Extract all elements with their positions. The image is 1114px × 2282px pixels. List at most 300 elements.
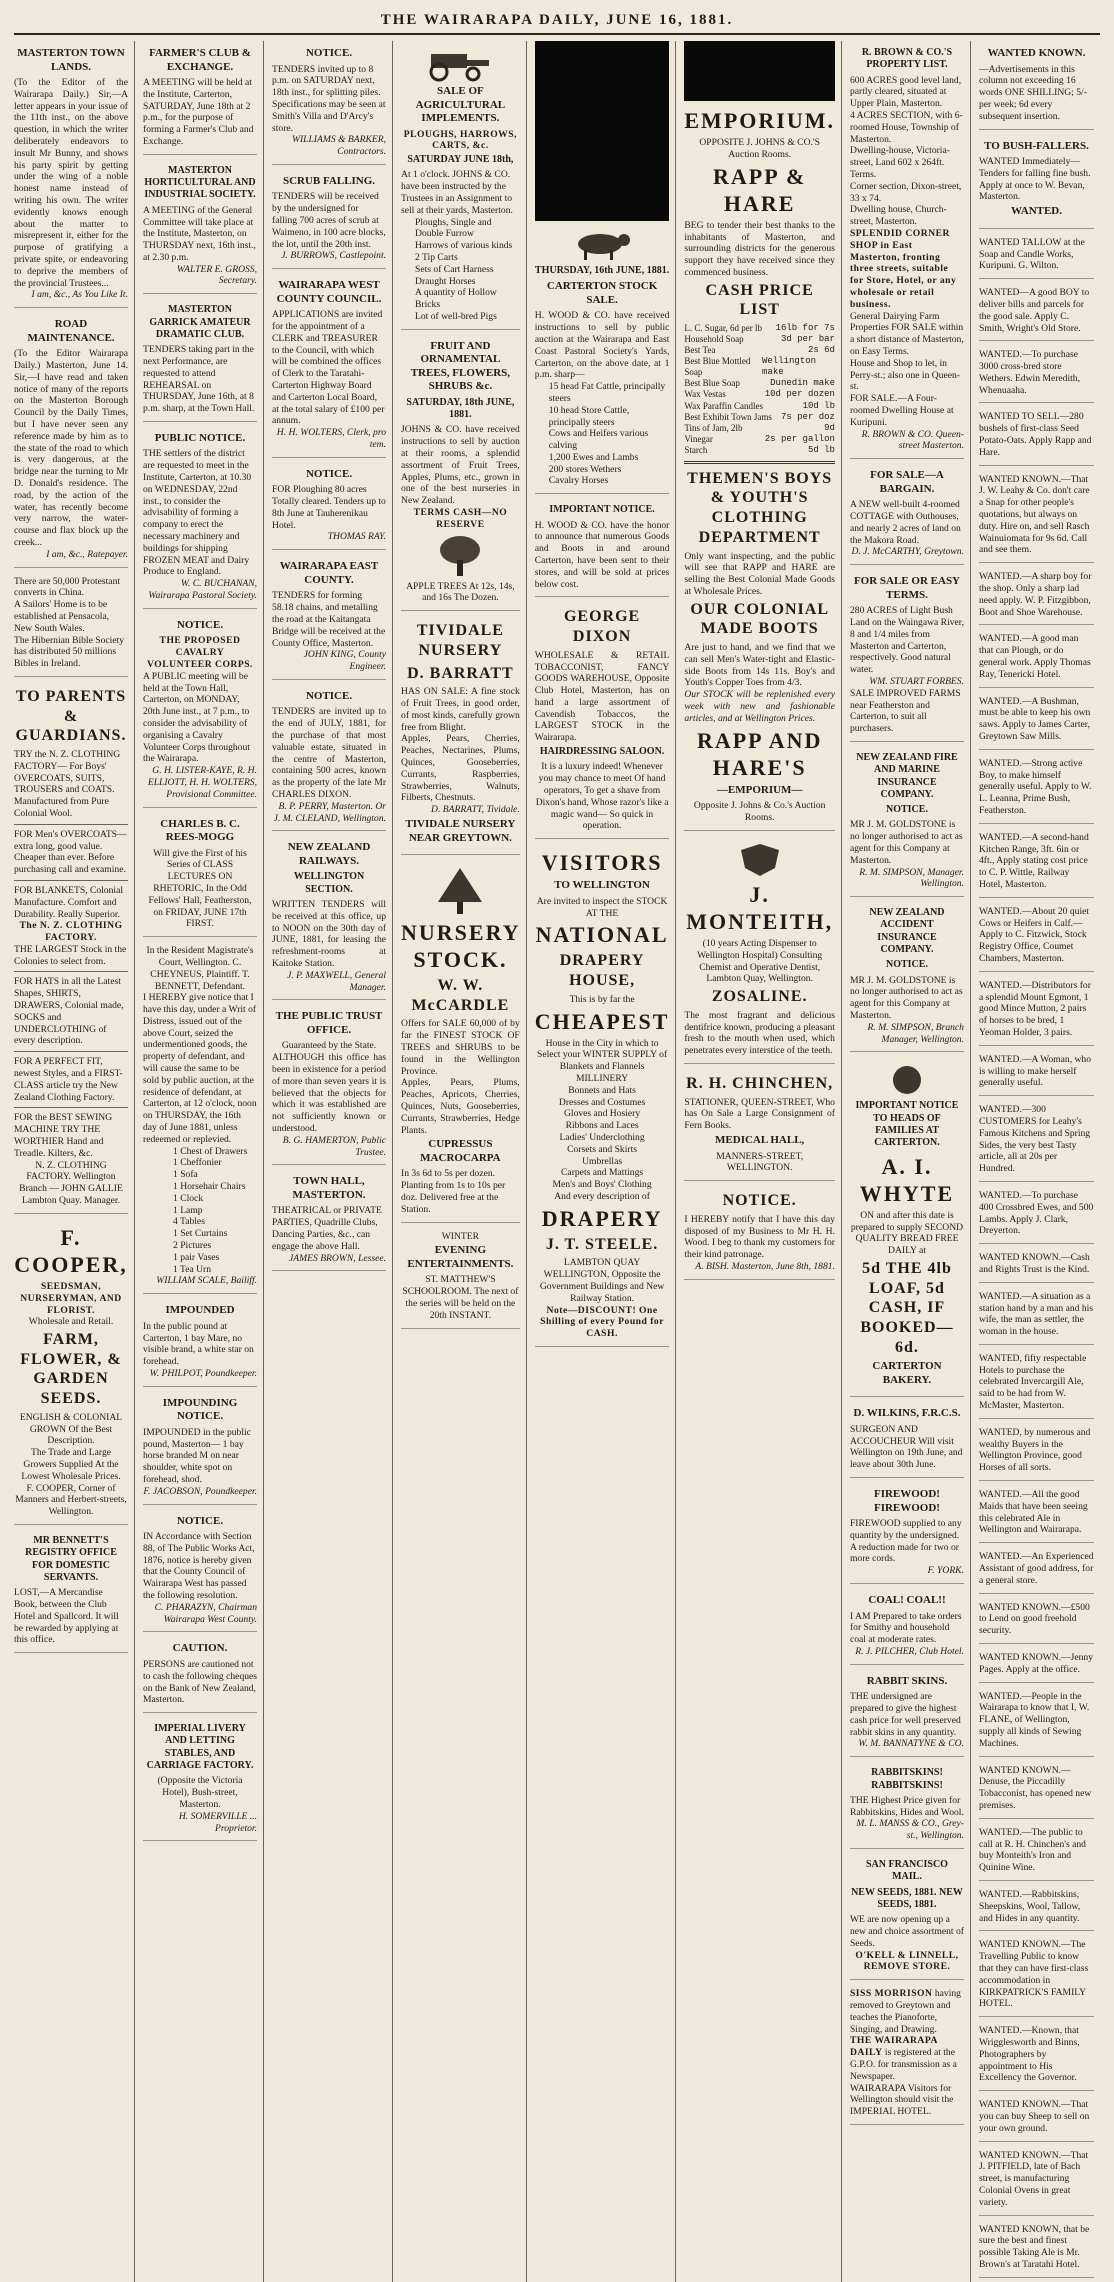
signature: D. J. McCARTHY, Greytown.	[851, 546, 964, 558]
signature: A. BISH. Masterton, June 8th, 1881.	[695, 1260, 835, 1272]
george-dixon-ad	[535, 601, 670, 839]
list-item: 1 Chest of Drawers	[173, 1145, 248, 1157]
heading: FOR SALE—A BARGAIN.	[870, 469, 944, 495]
ad-line: LOST,—A Mercandise Book, between the Club Hotel and Spallcord. It will be rewarded by applying at this office.	[14, 1587, 119, 1646]
price-row: Wax Vestas 10d per dozen	[684, 389, 835, 400]
court-line: In the Resident Magistrate's Court, Wellington. C. CHEYNEUS, Plaintiff. T. BENNETT, Defendant.	[146, 945, 254, 992]
ad-body: H. WOOD & CO. have received instructions to sell by public auction at the Wairarapa and East Coast Pastoral Society's Yards, Carterton, on the above date, at 1 p.m. sharp—	[534, 310, 670, 381]
list-item: Gloves and Hosiery	[563, 1108, 641, 1120]
heading: CHARLES B. C. REES-MOGG	[160, 817, 240, 844]
address: F. COOPER, Corner of Manners and Herbert-streets, Wellington.	[15, 1482, 127, 1518]
redacted-block	[535, 41, 670, 221]
property-item: 600 ACRES good level land, partly cleared, situated at Upper Plain, Masterton.	[849, 74, 962, 110]
ad-body: A MEETING of the General Committee will take place at the Institute, Masterton, on THURSDAY next, 16th inst., at 2.30 p.m.	[143, 204, 256, 263]
signature: J. P. MAXWELL, General Manager.	[287, 969, 387, 993]
price-row: L. C. Sugar, 6d per lb 16lb for 7s	[684, 323, 835, 334]
list-item: Lot of well-bred Pigs	[415, 311, 497, 322]
wanted-item: WANTED, by numerous and wealthy Buyers in the Wellington Province, good Horses of all sorts.	[979, 1423, 1094, 1481]
ad-line: FOR BLANKETS, Colonial Manufacture. Comfort and Durability. Really Superior.	[14, 884, 124, 920]
price-row: Tins of Jam, 2lb 9d	[684, 422, 835, 433]
farmers-club-ad	[143, 41, 257, 155]
list-item: 200 stores Wethers	[548, 463, 622, 475]
signature: JAMES BROWN, Lessee.	[289, 1252, 387, 1264]
heading: RABBITSKINS! RABBITSKINS!	[871, 1767, 943, 1791]
property-item: Corner section, Dixon-street, 33 x 74.	[849, 180, 962, 204]
coal-ad	[850, 1588, 964, 1665]
important-notice-ad	[535, 498, 670, 597]
heading: IMPOUNDED	[165, 1304, 235, 1317]
list-item: 1,200 Ewes and Lambs	[548, 451, 639, 463]
heading: NOTICE.	[305, 467, 353, 480]
heading: IMPORTANT NOTICE.	[549, 504, 655, 516]
heading: IMPERIAL LIVERY AND LETTING STABLES, AND CARRIAGE FACTORY.	[146, 1723, 254, 1772]
list-item: 4 Tables	[173, 1216, 205, 1228]
ad-body: TENDERS invited up to 8 p.m. on SATURDAY next, 18th inst., for splitting piles. Specifications may be seen at Smith's Villa and D'Arcy's store.	[272, 63, 386, 134]
list-item: Umbrellas	[582, 1155, 623, 1167]
ad-body: MR J. M. GOLDSTONE is no longer authorised to act as agent for this Company at Masterton.	[849, 974, 963, 1022]
signature: F. JACOBSON, Poundkeeper.	[143, 1485, 258, 1497]
column-3	[272, 41, 393, 2282]
signature: D. BARRATT, Tividale.	[431, 804, 520, 816]
cooper-seeds-ad	[14, 1218, 128, 1525]
ad-body: Apples, Pears, Cherries, Peaches, Nectarines, Plums, Quinces, Gooseberries, Currants, Raspberries, Strawberries, Walnuts, Filberts, Chestnuts.	[401, 733, 520, 804]
goods-list	[143, 1146, 257, 1276]
seeds-ad	[850, 1853, 964, 1980]
list-item: Ribbons and Laces	[565, 1120, 639, 1132]
signature: H. H. WOLTERS, Clerk, pro tem.	[276, 427, 387, 450]
column-4	[401, 41, 527, 2282]
signature: WILLIAMS & BARKER, Contractors.	[291, 134, 387, 158]
list-item: Cows and Heifers various calving	[548, 428, 649, 452]
heading: NOTICE.	[176, 618, 224, 631]
terms: TERMS CASH—NO RESERVE	[413, 507, 508, 530]
impounded-ad	[143, 1298, 257, 1387]
ad-body: TENDERS will be received by the undersigned for falling 700 acres of scrub at Waimeno, in 100 acre blocks, the lot, until the 20th inst.	[272, 191, 386, 250]
ad-body: In 3s 6d to 5s per dozen. Planting from 1s to 10s per doz. Delivered free at the Station.	[401, 1168, 506, 1215]
ad-line: SEEDSMAN, NURSERYMAN, AND FLORIST.	[20, 1280, 122, 1316]
scrub-falling-ad	[272, 169, 386, 269]
heading: J. MONTEITH,	[686, 881, 834, 934]
heading: FIREWOOD! FIREWOOD!	[873, 1488, 940, 1514]
wanted-item: WANTED.—The public to call at R. H. Chinchen's and buy Monteith's Iron and Quinine Wine.	[979, 1823, 1094, 1881]
signature: WILLIAM SCALE, Bailiff.	[156, 1275, 258, 1287]
zosaline-heading: ZOSALINE.	[711, 988, 808, 1006]
letter-town-lands	[14, 41, 128, 308]
ad-body: APPLICATIONS are invited for the appointment of a CLERK and TREASURER to the Council, with which will be combined the offices of Clerk to the Taratahi-Carterton Highway Board and Carterton Local Board, at the total salary of £100 per annum.	[272, 309, 385, 427]
cheapest: CHEAPEST	[534, 1008, 670, 1034]
ad-body: WANTED Immediately—Tenders for falling fine bush. Apply at once to W. Bevan, Masterton.	[978, 156, 1091, 203]
subheading: FARM, FLOWER, & GARDEN SEEDS.	[20, 1331, 122, 1408]
bush-fallers-ad	[979, 134, 1094, 229]
heading: THE PUBLIC TRUST OFFICE.	[275, 1010, 383, 1036]
east-county-ad	[272, 554, 386, 680]
signature: R. BROWN & CO. Queen-street Masterton.	[861, 428, 964, 452]
ad-body: HAS ON SALE: A fine stock of Fruit Trees, in good order, of most kinds, carefully grown free from Blight.	[401, 686, 520, 733]
ad-body: THE undersigned are prepared to give the highest cash price for well preserved rabbit skins in any quantity.	[849, 1691, 961, 1738]
signature: M. L. MANSS & CO., Grey-st., Wellington.	[856, 1818, 964, 1842]
ad-body: ST. MATTHEW'S SCHOOLROOM. The next of the series will be held on the 20th INSTANT.	[402, 1274, 519, 1321]
wanted-known-header	[979, 41, 1094, 130]
wanted-item: WANTED—A good BOY to deliver bills and parcels for the good sale. Apply C. Smith, Wright's Old Store.	[979, 283, 1094, 341]
subheading: THE PROPOSED CAVALRY VOLUNTEER CORPS.	[147, 635, 253, 670]
list-item: Ploughs, Single and Double Furrow	[415, 216, 492, 240]
wanted-item: WANTED.—People in the Wairarapa to know that I, W. FLANE, of Wellington, supply all kinds of Sewing Machines.	[979, 1687, 1094, 1757]
chinchen-stationer-ad	[684, 1068, 835, 1181]
tree-engraving-icon	[432, 866, 488, 916]
column-6	[684, 41, 842, 2282]
evening-entertainments-ad	[401, 1227, 520, 1329]
ad-line: This is by far the	[569, 993, 635, 1005]
list-item: MILLINERY	[575, 1072, 629, 1084]
list-item: 1 Clock	[173, 1192, 204, 1204]
verse: It is a luxury indeed! Whenever you may chance to meet Of hand operators, To get a shave from Dixon's hand, Whose razor's like a magic wand— So quick in operation.	[535, 761, 669, 832]
list-item: 2 Tip Carts	[415, 252, 458, 264]
public-notice-ad	[143, 426, 257, 609]
heading: SALE OF AGRICULTURAL IMPLEMENTS.	[415, 85, 506, 125]
fire-marine-insurance-ad	[850, 746, 964, 897]
signature: O'KELL & LINNELL, REMOVE STORE.	[855, 1949, 959, 1973]
columns	[14, 41, 1100, 2270]
ad-body: BEG to tender their best thanks to the inhabitants of Masterton, and surrounding districts for the generous support they have received since they commenced business.	[684, 219, 835, 278]
column-8	[979, 41, 1100, 2282]
monteith-chemist-ad	[684, 835, 835, 1064]
list-item: Corsets and Skirts	[567, 1143, 637, 1155]
medical-hall: MEDICAL HALL,	[715, 1134, 805, 1147]
discount-note: Note—DISCOUNT! One Shilling of every Pound for CASH.	[540, 1304, 664, 1340]
ad-body: ON and after this date is prepared to supply SECOND QUALITY BREAD FREE DAILY at	[850, 1209, 964, 1257]
wanted-item: WANTED.—A situation as a station hand by a man and his wife, the man as settler, the woman in the house.	[979, 1287, 1094, 1345]
wanted-item: WANTED.—To purchase 3000 cross-bred store Wethers. Edwin Meredith, Whenuaaha.	[979, 345, 1094, 403]
signature: I am, &c., As You Like It.	[31, 289, 128, 301]
wanted-item: WANTED TO SELL—280 bushels of first-class Seed Potato-Oats. Apply Rapp and Hare.	[979, 407, 1094, 465]
wanted-item: WANTED.—To purchase 400 Crossbred Ewes, and 500 Lambs. Apply J. Clark, Dreyerton.	[979, 1186, 1094, 1244]
ad-line: And every description of	[554, 1190, 650, 1202]
heading: FARMER'S CLUB & EXCHANGE.	[149, 47, 251, 73]
heading: CAUTION.	[172, 1642, 228, 1655]
property-item: 4 ACRES SECTION, with 6-roomed House, Township of Masterton.	[849, 109, 963, 145]
heading: SAN FRANCISCO MAIL.	[866, 1859, 948, 1883]
wanted-item: WANTED.—A second-hand Kitchen Range, 3ft. 6in or 4ft., Apply stating cost price to C. P. Wittle, Railway Hotel, Masterton.	[979, 828, 1094, 898]
wanted-item: WANTED KNOWN.—The Travelling Public to know that they can have first-class accommodation in KIRKPATRICK'S FAMILY HOTEL.	[979, 1935, 1094, 2017]
list-item: 15 head Fat Cattle, principally steers	[548, 381, 666, 404]
heading: D. WILKINS, F.R.C.S.	[853, 1407, 961, 1420]
heading: F. COOPER,	[14, 1224, 128, 1277]
ad-body: A NEW well-built 4-roomed COTTAGE with Outhouses, and nearly 2 acres of land on the Makora Road.	[849, 499, 961, 546]
ad-line: ENGLISH & COLONIAL GROWN Of the Best Description.	[19, 1411, 123, 1447]
column-1	[14, 41, 135, 2282]
list-item: Carpets and Mattings	[561, 1167, 644, 1179]
business-notice-ad	[684, 1185, 835, 1280]
list-item: 1 Tea Urn	[173, 1263, 212, 1275]
cattle-engraving-icon	[570, 228, 634, 262]
livery-stables-ad	[143, 1717, 257, 1841]
heading: TIVIDALE NURSERY	[416, 622, 504, 659]
notice: WAIRARAPA Visitors for Wellington should visit the IMPERIAL HOTEL.	[849, 2082, 954, 2118]
redacted-block	[684, 41, 835, 101]
ad-body: The most fragrant and delicious dentifrice known, producing a pleasant fresh to the mouth when used, which penetrates every interstice of the teeth.	[684, 1009, 835, 1057]
list-item: Cavalry Horses	[548, 475, 609, 487]
wanted-item: WANTED.—Rabbitskins, Sheepskins, Wool, Tallow, and Hides in any quantity.	[979, 1885, 1094, 1931]
column-7	[850, 41, 971, 2282]
ad-body: TENDERS for forming 58.18 chains, and metalling the road at the Kaitangata Bridge will be received at the County Office, Masterton.	[272, 590, 386, 649]
signature: B. P. PERRY, Masterton. Or J. M. CLELAND, Wellington.	[273, 800, 387, 824]
accident-insurance-ad	[850, 901, 964, 1052]
impounding-notice-ad	[143, 1391, 257, 1505]
wanted-item: WANTED.—A good man that can Plough, or do general work. Apply Thomas Ray, Tenericki Hotel.	[979, 629, 1094, 687]
heading: MASTERTON HORTICULTURAL AND INDUSTRIAL SOCIETY.	[144, 164, 256, 201]
ad-body: I HEREBY give notice that I have this day, under a Writ of Distress, issued out of the above Court, seized the undermentioned goods, the property of defendant, and will cause the same to be sold by public auction, at the residence of defendant, at Carterton, at 12 o'clock, noon on THURSDAY, the 16th day of June 1881, unless redeemed or replevied.	[143, 992, 257, 1145]
subheading: NEW SEEDS, 1881. NEW SEEDS, 1881.	[851, 1886, 963, 1910]
subheading: CUPRESSUS MACROCARPA	[420, 1138, 501, 1164]
ad-body: MR J. M. GOLDSTONE is no longer authorised to act as agent for this Company at Masterton.	[849, 819, 963, 866]
price-list-heading: CASH PRICE LIST	[705, 281, 814, 319]
sale-date: SATURDAY JUNE 18th,	[407, 154, 514, 166]
ad-body: A PUBLIC meeting will be held at the Town Hall, Carterton, on MONDAY, 20th June inst., at 7 p.m., to consider the advisability of organising a Cavalry Volunteer Corps throughout the Wairarapa.	[143, 670, 250, 765]
wanted-item: WANTED KNOWN.—Jenny Pages. Apply at the office.	[979, 1648, 1094, 1683]
heading: TO PARENTS & GUARDIANS.	[15, 687, 127, 745]
owner-name: W. W. McCARDLE	[411, 977, 510, 1014]
heading: IMPORTANT NOTICE TO HEADS OF FAMILIES AT CARTERTON.	[855, 1100, 959, 1149]
list-item: 1 Lamp	[173, 1204, 203, 1216]
list-item: 2 Pictures	[173, 1240, 212, 1252]
signature: H. SOMERVILLE ... Proprietor.	[178, 1810, 258, 1834]
wanted-item: WANTED.—Known, that Wrigglesworth and Binns, Photographers by appointment to His Excellency the Governor.	[979, 2021, 1094, 2091]
list-item: Blankets and Flannels	[559, 1061, 645, 1073]
ad-body: THE settlers of the district are requested to meet in the Institute, Carterton, at 10.30 on WEDNESDAY, 22nd inst., to consider the advisability of forming a company to erect the necessary machinery and buildings for shipping FROZEN MEAT and Dairy Produce to England.	[143, 448, 252, 578]
store-name-2: DRAPERY HOUSE,	[559, 952, 645, 990]
heading: MASTERTON GARRICK AMATEUR DRAMATIC CLUB.	[149, 304, 251, 340]
price-list	[684, 323, 835, 456]
wanted-item: WANTED.—A Woman, who is willing to make herself generally useful.	[979, 1050, 1094, 1096]
heading: NOTICE.	[722, 1192, 797, 1210]
drapery: DRAPERY	[541, 1205, 663, 1231]
heading: ROAD MAINTENANCE.	[27, 318, 115, 344]
ad-body: SALE IMPROVED FARMS near Featherston and Carterton, to suit all purchasers.	[849, 687, 961, 735]
store-name: RAPP & HARE	[713, 163, 807, 216]
ad-body: Our STOCK will be replenished every week with new and fashionable articles, and at Wellington Prices.	[684, 689, 835, 724]
fruit-trees-sale-ad	[401, 334, 520, 611]
heading: NOTICE.	[176, 1514, 224, 1527]
store-name-footer: RAPP AND HARE'S	[696, 727, 823, 780]
ad-body: ALTHOUGH this office has been in existence for a period of more than seven years it is believed that the objects for which it was established are not sufficiently known or understood.	[272, 1052, 387, 1134]
wanted-list	[979, 233, 1094, 2278]
misc-notices	[850, 1984, 964, 2125]
list-item: 1 Set Curtains	[173, 1228, 228, 1240]
list-item: A quantity of Hollow Bricks	[415, 287, 497, 311]
rapp-hare-emporium-ad	[684, 101, 835, 831]
loaf-price: 5d THE 4lb LOAF, 5d CASH, IF BOOKED—6d.	[860, 1259, 954, 1356]
carterton-stock-sale-ad	[535, 221, 670, 494]
town-hall-ad	[272, 1169, 386, 1271]
subheading: PLOUGHS, HARROWS, CARTS, &c.	[403, 128, 518, 152]
wanted-item: WANTED KNOWN.—£500 to Lend on good freehold security.	[979, 1598, 1094, 1644]
apple-price: APPLE TREES At 12s, 14s, and 16s The Dozen.	[406, 580, 515, 604]
whyte-bakery-ad	[850, 1056, 964, 1397]
bakery-name: CARTERTON BAKERY.	[872, 1360, 942, 1386]
dramatic-club-ad	[143, 298, 257, 422]
ad-body: JOHNS & CO. have received instructions to sell by auction at their rooms, a splendid assortment of Fruit Trees, Apples, Plums, etc., grown in one of the best nurseries in New Zealand.	[401, 424, 520, 507]
masthead: THE WAIRARAPA DAILY, JUNE 16, 1881.	[14, 12, 1100, 35]
baker-name: A. I. WHYTE	[859, 1153, 955, 1206]
price-row: Best Exhibit Town Jams 7s per doz	[684, 411, 835, 422]
wanted-item: WANTED.—A sharp boy for the shop. Only a sharp lad need apply. W. P. Fitzgibbon, Boot and Shoe Warehouse.	[979, 567, 1094, 625]
signature: WM. STUART FORBES.	[869, 675, 964, 687]
ad-body: THEATRICAL or PRIVATE PARTIES, Quadrille Clubs, Dancing Parties, &c., can engage the above Hall.	[272, 1205, 382, 1252]
signature: WALTER E. GROSS, Secretary.	[176, 263, 258, 287]
owner-name: D. BARRATT	[407, 664, 514, 682]
wanted-item: WANTED TALLOW at the Soap and Candle Works, Kuripuni. G. Wilton.	[979, 233, 1094, 279]
signature: R. M. SIMPSON, Manager. Wellington.	[859, 866, 964, 890]
wanted-item: WANTED KNOWN, that be sure the best and finest possible Taking Ale is Mr. Brown's at Taratahi Hotel.	[979, 2220, 1094, 2278]
wanted-item: WANTED.—An Experienced Assistant of good address, for a general store.	[979, 1547, 1094, 1593]
notice: SISS MORRISON having removed to Greytown and teaches the Pianoforte, Singing, and Drawing.	[849, 1988, 961, 2035]
ad-body: I AM Prepared to take orders for Smithy and household coal at moderate rates.	[849, 1610, 962, 1646]
public-trust-ad	[272, 1004, 386, 1165]
proprietor: J. T. STEELE.	[545, 1235, 659, 1253]
news-notes	[14, 572, 128, 677]
notice: NOTICE.	[886, 959, 928, 971]
heading: WANTED KNOWN.	[987, 47, 1086, 59]
address: MANNERS-STREET, WELLINGTON.	[716, 1150, 804, 1174]
clothing-heading: THEMEN'S BOYS & YOUTH'S CLOTHING DEPARTMENT	[687, 469, 833, 546]
signature: W. M. BANNATYNE & CO.	[858, 1738, 964, 1750]
letter-body: (To the Editor of the Wairarapa Daily.) Sir,—A letter appears in your issue of the 11th inst., on the above question, in which the writer deliberately endeavors to insult Mr Bunny, and shows his party spirit by getting under the wing of a noble honest name instead of writing his own. The writer evidently knows enough about the matter to misrepresent it, either for the purpose of gratifying a private spite, or endeavoring to deprive the members of the provincial Trustees...	[14, 77, 128, 289]
wanted-item: WANTED KNOWN.—That J. PITFIELD, late of Bach street, is manufacturing Colonial Ovens in great variety.	[979, 2146, 1094, 2216]
ad-line: FOR the BEST SEWING MACHINE TRY THE WORTHIER Hand and Treadle. Kilters, &c.	[14, 1112, 113, 1159]
list-item: 1 pair Vases	[173, 1251, 220, 1263]
footer-heading: TIVIDALE NURSERY NEAR GREYTOWN.	[405, 818, 516, 844]
price-row: Best Blue Mottled Soap Wellington make	[684, 356, 817, 378]
address: Opposite J. Johns & Co.'s Auction Rooms.	[693, 800, 826, 824]
price-row: Best Blue Soap Dunedin make	[684, 378, 835, 389]
ad-body: (Opposite the Victoria Hotel), Bush-street, Masterton.	[157, 1775, 243, 1810]
property-item: General Dairying Farm Properties FOR SALE within a short distance of Masterton, on Easy Terms.	[849, 310, 964, 357]
heading: NEW ZEALAND FIRE AND MARINE INSURANCE COMPANY.	[856, 751, 958, 800]
coat-of-arms-icon	[735, 842, 785, 878]
county-council-ad	[272, 273, 386, 458]
list-item: Dresses and Costumes	[558, 1096, 646, 1108]
wanted-item: WANTED.—Distributors for a splendid Mount Egmont, 1 good Mince Mutton, 2 pairs of horses to be bred, 1 Yeoman Holder, 3 pairs.	[979, 976, 1094, 1046]
signature: B. G. HAMERTON, Public Trustee.	[282, 1134, 387, 1158]
price-row: Starch 5d lb	[684, 444, 835, 455]
firewood-ad	[850, 1482, 964, 1584]
ad-body: FIREWOOD supplied to any quantity by the undersigned. A reduction made for two or more cords.	[849, 1518, 962, 1565]
ad-line: FOR Men's OVERCOATS—extra long, good value. Cheaper than ever. Before purchasing call and examine.	[14, 828, 127, 876]
ad-body: WRITTEN TENDERS will be received at this office, up to NOON on the 30th day of JUNE, 1881, for leasing the refreshment-rooms at Kaitoke Station.	[272, 899, 387, 969]
price-row: Best Tea 2s 6d	[684, 345, 835, 356]
heading: WAIRARAPA EAST COUNTY.	[279, 560, 379, 586]
property-item: SPLENDID CORNER SHOP in East Masterton, fronting three streets, suitable for Store, Hotel, or any wholesale or retail business.	[849, 227, 957, 310]
implements-sale-ad	[401, 41, 520, 330]
signature: R. M. SIMPSON, Branch Manager, Wellington.	[867, 1021, 964, 1045]
heading: MR BENNETT'S REGISTRY OFFICE FOR DOMESTIC SERVANTS.	[25, 1534, 117, 1583]
list-item: Harrows of various kinds	[415, 240, 513, 252]
list-item: 10 head Store Cattle, principally steers	[548, 404, 630, 428]
list-item: Sets of Cart Harness	[415, 263, 494, 275]
heading: NOTICE.	[305, 47, 353, 59]
ad-body: Offers for SALE 60,000 of by far the FINEST STOCK OF TREES and SHRUBS to be found in the Wellington Province.	[401, 1018, 520, 1077]
ad-body: STATIONER, QUEEN-STREET, Who has On Sale a Large Consignment of Fern Books.	[684, 1096, 835, 1132]
ad-line: THE LARGEST Stock in the Colonies to select from.	[14, 943, 127, 967]
note: A Sailors' Home is to be established at Pensacola, New South Wales.	[14, 599, 110, 634]
ad-body: Apples, Pears, Plums, Peaches, Apricots, Cherries, Quinces, Nuts, Gooseberries, Currants, Strawberries, Hedge Plants.	[401, 1077, 520, 1136]
ad-body: WHOLESALE & RETAIL TOBACCONIST, FANCY GOODS WAREHOUSE, Opposite Club Hotel, Masterton, has on hand a large assortment of Cavendish Tobaccos, the LARGEST STOCK in the Wairarapa.	[534, 649, 670, 744]
property-item: FOR SALE.—A Four-roomed Dwelling House at Kuripuni.	[849, 393, 954, 428]
ad-body: In the public pound at Carterton, 1 bay Mare, no visible brand, a white star on forehead.	[143, 1320, 254, 1368]
list-item: 1 Sofa	[173, 1169, 198, 1181]
ad-body: —Advertisements in this column not exceeding 16 words ONE SHILLING; 5/- per week; 6d every subsequent insertion.	[978, 63, 1087, 122]
heading: EMPORIUM.	[684, 108, 835, 133]
heading: RABBIT SKINS.	[866, 1674, 948, 1687]
wanted-item: WANTED.—Strong active Boy, to make himself generally useful. Apply to W. L. Leanna, Prime Bush, Featherston.	[979, 754, 1094, 824]
bargain-sale-ad	[850, 463, 964, 565]
rabbit-skins-ad	[850, 1669, 964, 1758]
heading: GEORGE DIXON	[563, 608, 641, 646]
heading: NOTICE.	[305, 689, 353, 702]
ad-line: FOR A PERFECT FIT, newest Styles, and a FIRST-CLASS article try the New Zealand Clothing Factory.	[14, 1056, 123, 1103]
ad-body: H. WOOD & CO. have the honor to announce that numerous Goods and Boots in and around Carterton, have been sent to their stores, and will be sold at prices below cost.	[534, 519, 670, 590]
ad-body: IN Accordance with Section 88, of The Public Works Act, 1876, notice is hereby given that the County Council of Wairarapa West has passed the following resolution.	[143, 1531, 255, 1602]
ad-body: Are just to hand, and we find that we can sell Men's Water-tight and Elastic-side Boots from 14s 11s. Boy's and Youth's Copper Toes from 4/3.	[684, 642, 835, 689]
list-item: Bonnets and Hats	[568, 1084, 636, 1096]
note: There are 50,000 Protestant converts in China.	[14, 575, 121, 599]
store-name: NATIONAL	[535, 922, 669, 948]
ad-line: House in the City in which to Select your WINTER SUPPLY of	[537, 1037, 668, 1061]
ad-body: IMPOUNDED in the public pound, Masterton— 1 bay horse branded M on near shoulder, white spot on forehead, shod.	[143, 1426, 251, 1485]
sale-date: SATURDAY, 18th JUNE, 1881.	[406, 396, 515, 421]
signature: W. PHILPOT, Poundkeeper.	[149, 1367, 258, 1379]
ad-body: Only want inspecting, and the public will see that RAPP and HARE are selling the Best Colonial Made Goods at Wholesale Prices.	[684, 550, 835, 597]
list-item: Draught Horses	[415, 275, 476, 287]
stock-list	[535, 381, 670, 487]
tividale-nursery-ad	[401, 615, 520, 855]
ad-line: TRY the N. Z. CLOTHING FACTORY— For Boys' OVERCOATS, SUITS, TROUSERS and COATS. Manufactured from Pure Colonial Wool.	[14, 748, 121, 819]
surgeon-ad	[850, 1401, 964, 1478]
cavalry-notice-ad	[143, 613, 257, 808]
signature: J. BURROWS, Castlepoint.	[281, 250, 387, 262]
sale-date: THURSDAY, 16th JUNE, 1881.	[534, 265, 670, 276]
heading: MASTERTON TOWN LANDS.	[17, 47, 125, 73]
factory-name: The N. Z. CLOTHING FACTORY.	[19, 920, 123, 944]
national-drapery-ad	[535, 843, 670, 1347]
ad-body: At 1 o'clock. JOHNS & CO. have been instructed by the Trustees in an Assignment to sell at their yards, Masterton.	[401, 169, 513, 216]
heading: EVENING ENTERTAINMENTS.	[407, 1244, 514, 1270]
ad-line: The Trade and Large Growers Supplied At the Lowest Wholesale Prices.	[21, 1447, 121, 1482]
property-item: Dwelling house, Church-street, Masterton.	[849, 204, 947, 228]
subheading: WELLINGTON SECTION.	[293, 871, 365, 895]
ad-body: PERSONS are cautioned not to cash the following cheques on the Bank of New Zealand, Masterton.	[143, 1658, 258, 1706]
ad-body: THE Highest Price given for Rabbitskins, Hides and Wool.	[849, 1794, 964, 1818]
ad-body: TENDERS taking part in the next Performance, are requested to attend REHEARSAL on THURSDAY, June 16th, at 8 p.m. sharp, at the Town Hall.	[143, 344, 255, 415]
ad-body: I HEREBY notify that I have this day disposed of my Business to Mr H. H. Wood. I beg to thank my customers for their kind patronage.	[684, 1213, 835, 1261]
clothing-factory-ad	[14, 681, 128, 1214]
subheading: Guaranteed by the State.	[281, 1040, 377, 1052]
ad-body: (10 years Acting Dispenser to Wellington Hospital) Consulting Chemist and Operative Dentist, Lambton Quay, Wellington.	[697, 937, 823, 985]
goods-list	[535, 1061, 670, 1191]
railways-ad	[272, 835, 386, 1000]
estate-sale-ad	[272, 684, 386, 831]
heading: FOR SALE OR EASY TERMS.	[853, 575, 960, 601]
wanted-item: WANTED KNOWN.—Cash and Rights Trust is the Kind.	[979, 1248, 1094, 1283]
ad-body: FOR Ploughing 80 acres Totally cleared. Tenders up to 8th June at Tauherenikau Hotel.	[272, 484, 386, 531]
heading: PUBLIC NOTICE.	[154, 431, 246, 444]
crest-icon	[884, 1063, 930, 1097]
public-works-notice-ad	[143, 1509, 257, 1633]
heading: IMPOUNDING NOTICE.	[162, 1396, 238, 1423]
column-5	[535, 41, 677, 2282]
wanted-item: WANTED KNOWN.—Denuse, the Piccadilly Tobacconist, has opened new premises.	[979, 1761, 1094, 1819]
heading: FRUIT AND ORNAMENTAL TREES, FLOWERS, SHRUBS &c.	[410, 339, 511, 393]
